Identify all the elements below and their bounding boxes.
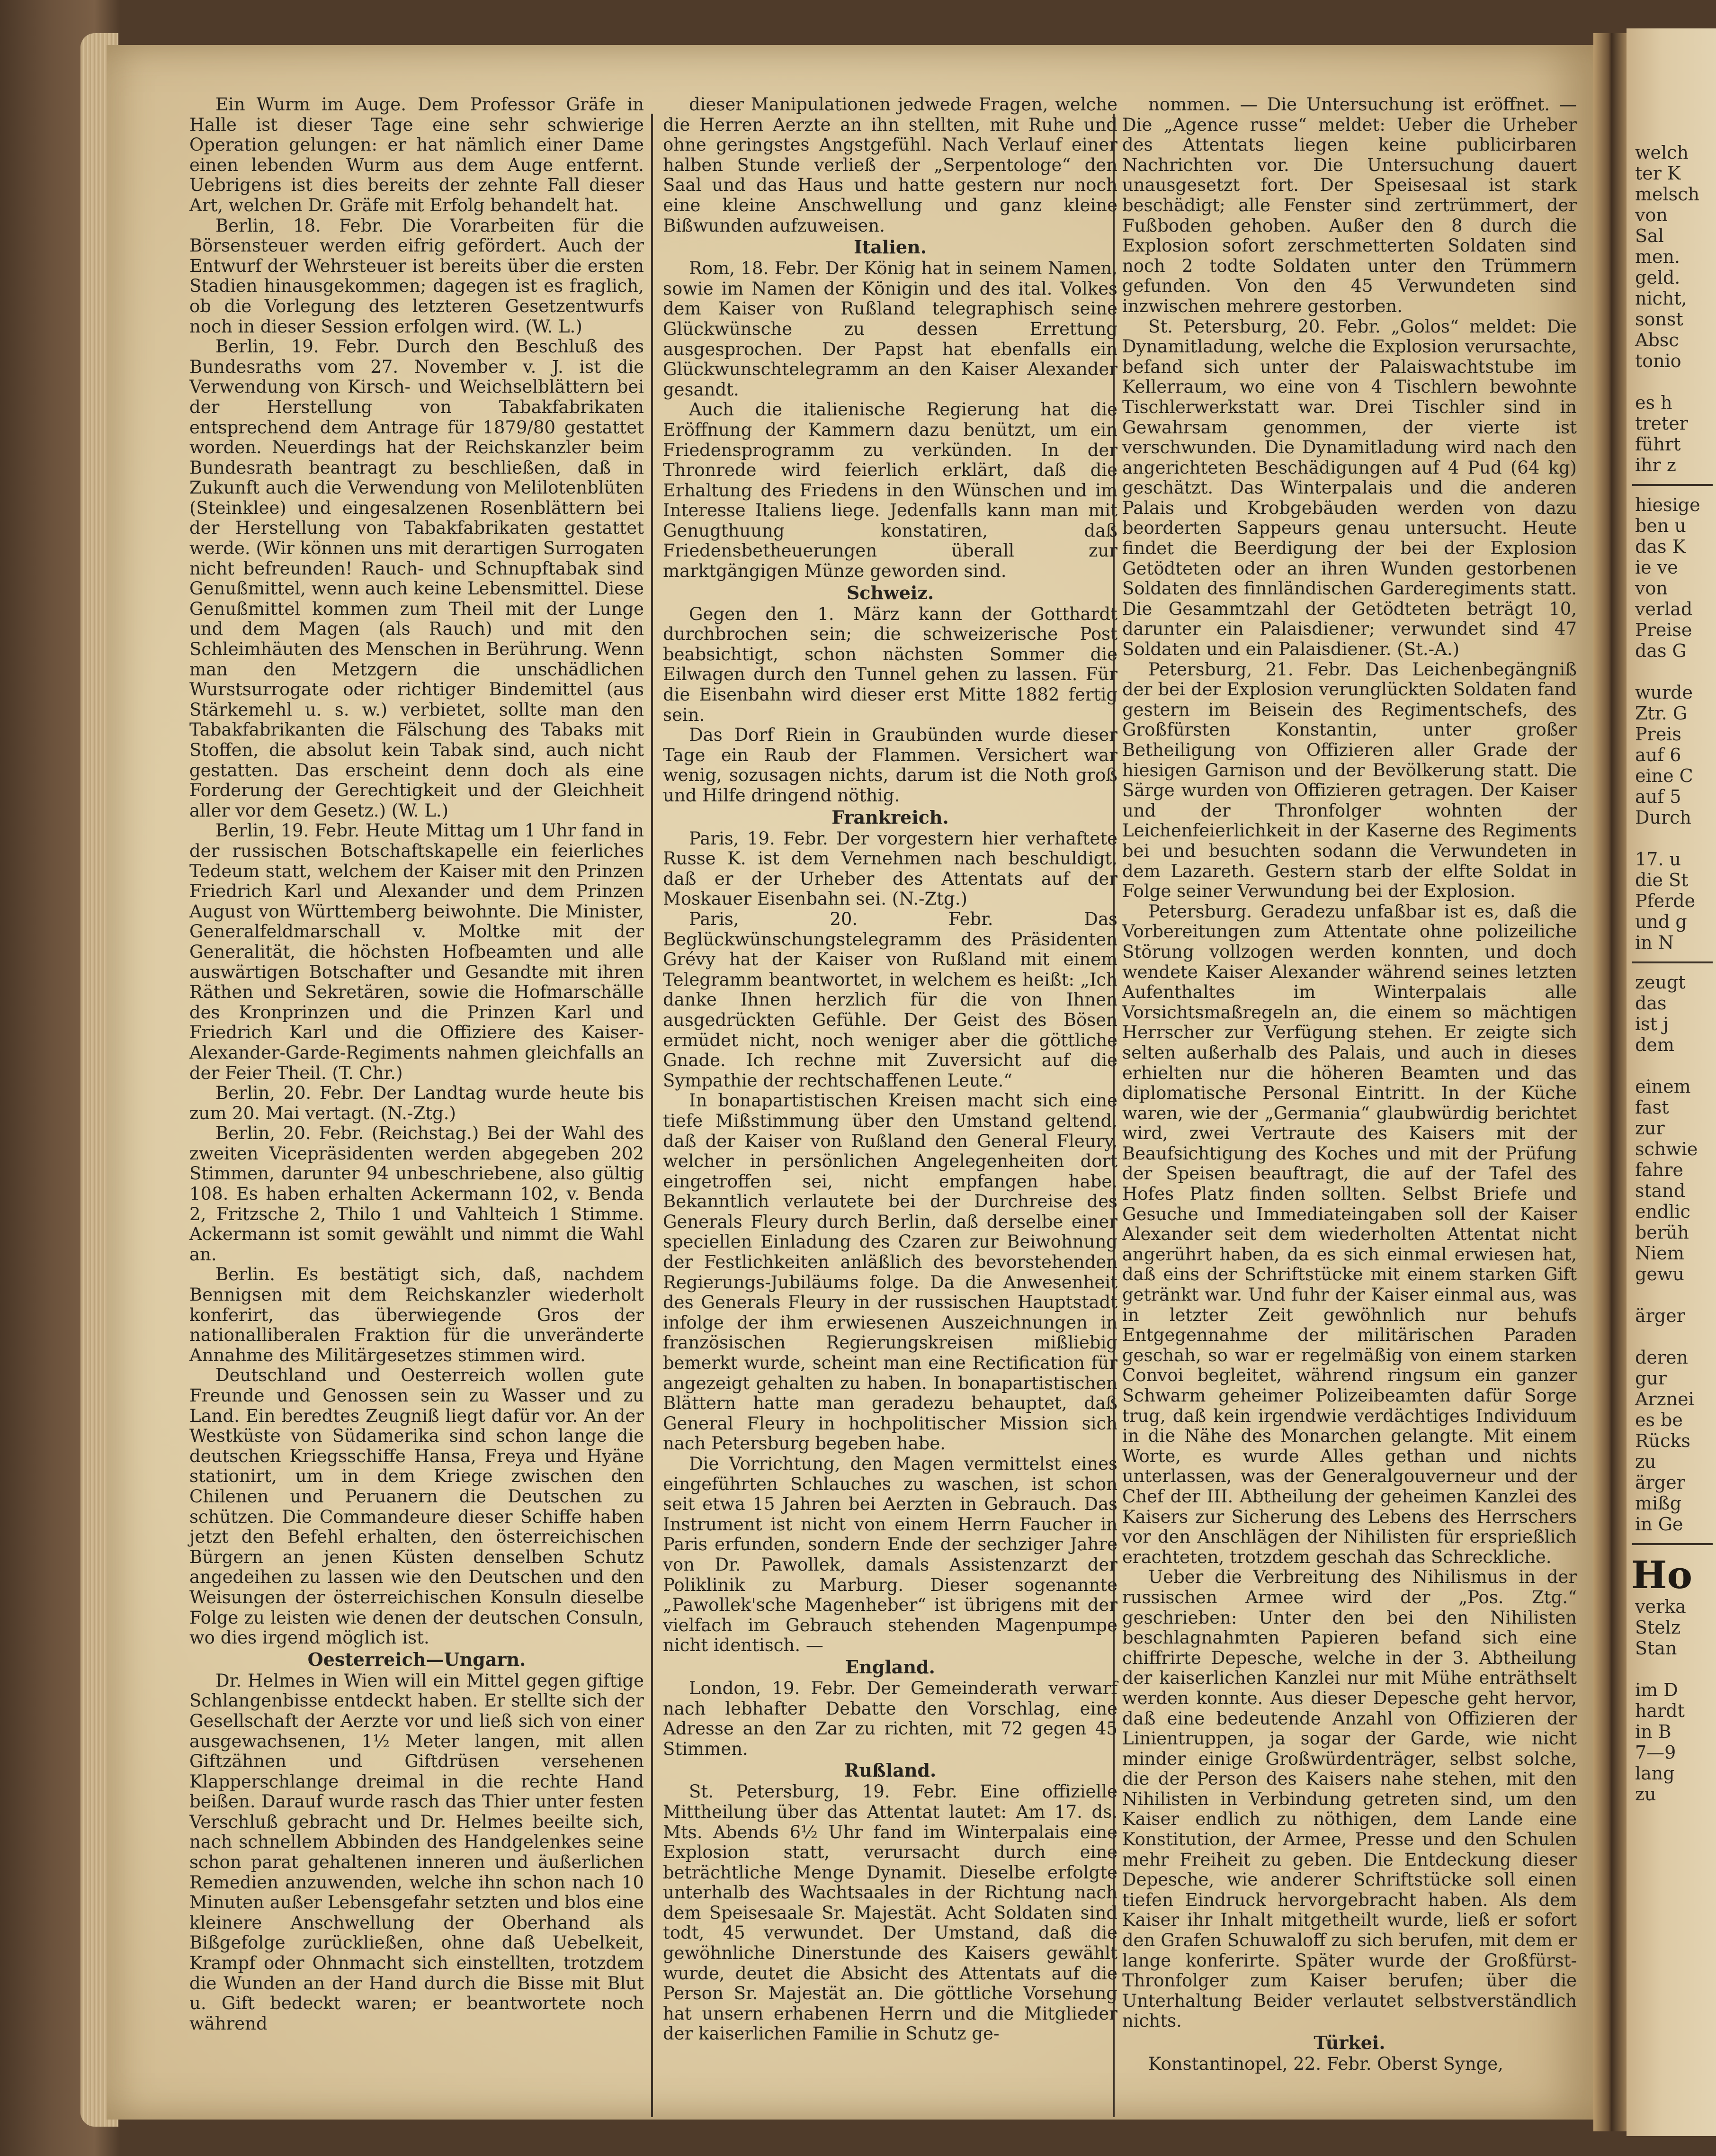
edge-text-line: men. <box>1635 246 1680 267</box>
edge-text-line: das G <box>1635 640 1687 661</box>
section-heading-oesterreich-ungarn: Oesterreich—Ungarn. <box>307 1648 526 1670</box>
edge-text-line: Pferde <box>1635 890 1696 911</box>
edge-text-line: und g <box>1635 911 1687 932</box>
edge-text-line: hardt <box>1635 1700 1685 1721</box>
edge-text-line: geld. <box>1635 267 1680 288</box>
article-dorf-riein: Das Dorf Riein in Graubünden wurde dieser Tage ein Raub der Flammen. Versichert war wenig, sozusagen nichts, darum ist die Noth groß und Hilfe dringend nöthig. <box>663 725 1117 806</box>
edge-text-line: welch <box>1635 142 1689 163</box>
section-heading-frankreich: Frankreich. <box>831 806 949 828</box>
edge-text-line: eine C <box>1635 765 1693 786</box>
edge-text-line: Sal <box>1635 225 1664 246</box>
edge-text-line: verlad <box>1635 599 1693 620</box>
article-berlin-20-febr-landtag: Berlin, 20. Febr. Der Landtag wurde heute bis zum 20. Mai vertagt. (N.-Ztg.) <box>189 1083 644 1123</box>
edge-text-line: im D <box>1635 1680 1678 1700</box>
edge-text-line: treter <box>1635 413 1688 434</box>
article-italienische-regierung: Auch die italienische Regierung hat die Eröffnung der Kammern dazu benützt, um ein Friedensprogramm zu verkünden. In der Thronrede wird feierlich erklärt, daß die Erhaltung des Friedens in den Wünschen und im Interesse Italiens liege. Jedenfalls kann man mit Genugthuung konstatiren, daß Friedensbetheuerungen überall zur marktgängigen Münze geworden sind. <box>663 399 1117 582</box>
article-berlin-bennigsen: Berlin. Es bestätigt sich, daß, nachdem Bennigsen mit dem Reichskanzler wiederholt konferirt, das überwiegende Gros der nationalliberalen Fraktion für die unveränderte Annahme des Militärgesetzes stimmen wird. <box>189 1264 644 1365</box>
article-petersburg-21-febr: Petersburg, 21. Febr. Das Leichenbegängniß der bei der Explosion verunglückten Soldaten fand gestern im Beisein des Regimentschefs, des Großfürsten Konstantin, unter großer Betheiligung von Offizieren aller Grade der hiesigen Garnison und der Bevölkerung statt. Die Särge wurden von Offizieren getragen. Der Kaiser und der Thronfolger wohnten der Leichenfeierlichkeit in der Kaserne des Regiments bei und besuchten sodann die Verwundeten in dem Lazareth. Gestern starb der elfte Soldat in Folge seiner Verwundung bei der Explosion. <box>1122 659 1577 902</box>
edge-text-line: endlic <box>1635 1201 1690 1222</box>
article-berlin-19-febr-tedeum: Berlin, 19. Febr. Heute Mittag um 1 Uhr fand in der russischen Botschaftskapelle ein feierliches Tedeum statt, welchem der Kaiser mit den Prinzen Friedrich Karl und Alexander und dem Prinzen August von Württemberg beiwohnte. Die Minister, Generalfeldmarschall v. Moltke mit der Generalität, die höchsten Hofbeamten und alle auswärtigen Botschafter und Gesandte mit ihren Räthen und Sekretären, sowie die Hofmarschälle des Kronprinzen und die Prinzen Karl und Friedrich Karl und die Offiziere des Kaiser-Alexander-Garde-Regiments nahmen gleichfalls an der Feier Theil. (T. Chr.) <box>189 820 644 1083</box>
edge-text-line: fahre <box>1635 1159 1683 1180</box>
edge-text-line <box>1627 1055 1716 1076</box>
edge-text-line: Durch <box>1635 807 1691 828</box>
edge-text-line: sonst <box>1635 309 1683 330</box>
edge-text-line: Stan <box>1635 1638 1677 1659</box>
edge-text-line: gur <box>1635 1368 1667 1389</box>
edge-text-line: von <box>1635 578 1668 599</box>
edge-text-line: die St <box>1635 870 1689 890</box>
edge-text-line: berüh <box>1635 1222 1689 1243</box>
edge-text-line: Preis <box>1635 724 1681 745</box>
edge-text-line: in N <box>1635 932 1674 953</box>
edge-text-line: 17. u <box>1635 849 1681 870</box>
edge-text-line: von <box>1635 205 1668 225</box>
book-gutter <box>1593 33 1627 2131</box>
edge-text-line <box>1627 1659 1716 1680</box>
edge-text-line: Stelz <box>1635 1617 1680 1638</box>
article-berlin-18-febr: Berlin, 18. Febr. Die Vorarbeiten für die Börsensteuer werden eifrig gefördert. Auch der Entwurf der Wehrsteuer ist bereits über die ersten Stadien hinausgekommen; dagegen ist es fraglich, ob die Vorlegung des letzteren Gesetzentwurfs noch in dieser Session erfolgen wird. (W. L.) <box>189 215 644 337</box>
edge-text-line: hiesige <box>1635 494 1700 515</box>
edge-text-line: Niem <box>1635 1243 1684 1264</box>
article-gotthardt: Gegen den 1. März kann der Gotthardt durchbrochen sein; die schweizerische Post beabsichtigt, schon nächsten Sommer die Eilwagen durch den Tunnel gehen zu lassen. Für die Eisenbahn wird dieser erst Mitte 1882 fertig sein. <box>663 603 1117 725</box>
edge-text-line: lang <box>1635 1763 1675 1784</box>
article-wurm-im-auge: Ein Wurm im Auge. Dem Professor Gräfe in Halle ist dieser Tage eine sehr schwierige Operation gelungen: er hat nämlich einer Dame einen lebenden Wurm aus dem Auge entfernt. Uebrigens ist dies bereits der zehnte Fall dieser Art, welchen Dr. Gräfe mit Erfolg behandelt hat. <box>189 94 644 216</box>
article-bonapartistische-kreise: In bonapartistischen Kreisen macht sich eine tiefe Mißstimmung über den Umstand geltend, daß der Kaiser von Rußland den General Fleury, welcher in persönlichen Angelegenheiten dort eingetroffen sei, nicht empfangen habe. Bekanntlich verlautete bei der Durchreise des Generals Fleury durch Berlin, daß derselbe einer speciellen Einladung des Czaren zur Beiwohnung der Festlichkeiten anläßlich des bevorstehenden Regierungs-Jubiläums folge. Da die Anwesenheit des Generals Fleury in der russischen Hauptstadt infolge der ihm erwiesenen Auszeichnungen in französischen Regierungskreisen mißliebig bemerkt wurde, scheint man eine Rectification für angezeigt gehalten zu haben. In bonapartistischen Blättern hatte man geradezu behauptet, daß General Fleury in hochpolitischer Mission sich nach Petersburg begeben habe. <box>663 1090 1117 1454</box>
section-heading-italien: Italien. <box>854 236 927 258</box>
edge-text-block-c <box>1627 972 1716 1535</box>
edge-text-line: melsch <box>1635 184 1699 205</box>
edge-text-line: zu <box>1635 1784 1656 1805</box>
edge-text-line: es h <box>1635 392 1672 413</box>
article-column-1 <box>189 95 644 2131</box>
article-column-3 <box>1122 95 1577 2131</box>
edge-text-line: nicht, <box>1635 288 1687 309</box>
edge-text-line: ist j <box>1635 1014 1669 1034</box>
article-berlin-19-febr-tabak: Berlin, 19. Febr. Durch den Beschluß des Bundesraths vom 27. November v. J. ist die Verwendung von Kirsch- und Weichselblättern bei der Herstellung von Tabakfabrikaten entsprechend dem Antrage für 1879/80 gestattet worden. Neuerdings hat der Reichskanzler beim Bundesrath beantragt zu beschließen, daß in Zukunft auch die Verwendung von Melilotenblüten (Steinklee) und eingesalzenen Rosenblättern bei der Herstellung von Tabakfabrikaten gestattet werde. (Wir können uns mit derartigen Surrogaten nicht befreunden! Rauch- und Schnupftabak sind Genußmittel, wenn auch keine Lebensmittel. Diese Genußmittel kommen zum Theil mit der Lunge und dem Magen (als Rauch) und mit den Schleimhäuten des Menschen in Berührung. Wenn man den Metzgern die unschädlichen Wurstsurrogate oder richtiger Bindemittel (aus Stärkemehl u. s. w.) verbietet, sollte man den Tabakfabrikanten die Fälschung des Tabaks mit Stoffen, die absolut kein Tabak sind, auch nicht gestatten. Das erscheint denn doch als eine Forderung der Gerechtigkeit und der Gleichheit aller vor dem Gesetz.) (W. L.) <box>189 336 644 821</box>
section-heading-tuerkei: Türkei. <box>1314 2032 1385 2053</box>
article-deutschland-oesterreich: Deutschland und Oesterreich wollen gute Freunde und Genossen sein zu Wasser und zu Land. Ein beredtes Zeugniß liegt dafür vor. An der Westküste von Südamerika sind schon lange die deutschen Kriegsschiffe Hansa, Freya und Hyäne stationirt, um in dem Kriege zwischen den Chilenen und Peruanern die Deutschen zu schützen. Die Commandeure dieser Schiffe haben jetzt den Befehl erhalten, den österreichischen Bürgern an jenen Küsten denselben Schutz angedeihen zu lassen wie den Deutschen und den Weisungen der österreichischen Konsuln dieselbe Folge zu leisten wie denen der deutschen Consuln, wo dies irgend möglich ist. <box>189 1365 644 1648</box>
edge-text-line: Arznei <box>1635 1389 1694 1410</box>
article-magenheber: Die Vorrichtung, den Magen vermittelst eines eingeführten Schlauches zu waschen, ist schon seit etwa 15 Jahren bei Aerzten in Gebrauch. Das Instrument ist nicht von einem Herrn Faucher in Paris erfunden, sondern Ende der sechziger Jahre von Dr. Pawollek, damals Assistenzarzt der Poliklinik zu Marburg. Dieser sogenannte „Pawollek'sche Magenheber“ ist übrigens mit der vielfach im Gebrauch stehenden Magenpumpe nicht identisch. — <box>663 1454 1117 1656</box>
column-rule <box>651 114 653 2117</box>
edge-text-line: dem <box>1635 1034 1674 1055</box>
article-petersburg-vorsicht: Petersburg. Geradezu unfaßbar ist es, daß die Vorbereitungen zum Attentate ohne polizeiliche Störung vollzogen werden konnten, und doch wendete Kaiser Alexander während seines letzten Aufenthaltes im Winterpalais alle Vorsichtsmaßregeln an, die einem so mächtigen Herrscher zur Verfügung stehen. Er zeigte sich selten außerhalb des Palais, und auch in dieses erhielten nur die höheren Beamten und das diplomatische Personal Eintritt. In der Küche waren, wie der „Germania“ glaubwürdig berichtet wird, zwei Vertraute des Kaisers mit der Beaufsichtigung des Koches und mit der Prüfung der Speisen beauftragt, die auf der Tafel des Hofes Platz finden sollten. Selbst Briefe und Gesuche und Immediateingaben soll der Kaiser Alexander seit dem wiederholten Attentat nicht angerührt haben, da es sich einmal erwiesen hat, daß eins der Schriftstücke mit einem starken Gift getränkt war. Und fuhr der Kaiser einmal aus, was in letzter Zeit gewöhnlich nur behufs Entgegennahme der militärischen Paraden geschah, so war er regelmäßig von einem starken Convoi begleitet, während ringsum ein ganzer Schwarm geheimer Polizeibeamten dafür Sorge trug, daß kein irgendwie verdächtiges Individuum in die Nähe des Monarchen gelangte. Mit einem Worte, es wurde Alles gethan und nichts unterlassen, was der Generalgouverneur und der Chef der III. Abtheilung der geheimen Kanzlei des Kaisers zur Sicherung des Lebens des Herrschers vor den Anschlägen der Nihilisten für ersprießlich erachteten, trotzdem geschah das Schreckliche. <box>1122 901 1577 1567</box>
edge-text-line: Rücks <box>1635 1430 1690 1451</box>
edge-text-line: tonio <box>1635 350 1681 371</box>
edge-text-line: auf 5 <box>1635 786 1681 807</box>
edge-text-line: stand <box>1635 1180 1686 1201</box>
edge-text-block-b <box>1627 494 1716 953</box>
edge-text-line: das K <box>1635 536 1686 557</box>
article-london-19-febr: London, 19. Febr. Der Gemeinderath verwarf nach lebhafter Debatte den Vorschlag, eine Adresse an den Zar zu richten, mit 72 gegen 45 Stimmen. <box>663 1678 1117 1759</box>
edge-text-line: 7—9 <box>1635 1742 1676 1763</box>
edge-text-line: das <box>1635 993 1667 1014</box>
edge-text-line <box>1627 1326 1716 1347</box>
edge-text-line: ter K <box>1635 163 1681 184</box>
section-heading-russland: Rußland. <box>844 1760 937 1781</box>
edge-heading: Ho <box>1631 1553 1692 1597</box>
edge-text-line: mißg <box>1635 1493 1681 1514</box>
edge-text-line: gewu <box>1635 1264 1684 1285</box>
edge-rule <box>1632 961 1713 963</box>
edge-text-line <box>1627 828 1716 849</box>
article-column-2 <box>663 95 1117 2131</box>
edge-text-line: ben u <box>1635 515 1686 536</box>
edge-text-line: wurde <box>1635 682 1693 703</box>
article-st-petersburg-20-febr: St. Petersburg, 20. Febr. „Golos“ meldet: Die Dynamitladung, welche die Explosion verursachte, befand sich unter der Palaiswachtstube im Kellerraum, wo eine von 4 Tischlern bewohnte Tischlerwerkstatt war. Drei Tischler sind in Gewahrsam genommen, der vierte ist verschwunden. Die Dynamitladung wird nach den angerichteten Beschädigungen auf 4 Pud (64 kg) geschätzt. Das Winterpalais und die anderen Palais und Krobgebäuden werden von dazu beorderten Sappeurs genau untersucht. Heute findet die Beerdigung der bei der Explosion Getödteten oder an ihren Wunden gestorbenen Soldaten des finnländischen Garderegiments statt. Die Gesammtzahl der Getödteten beträgt 10, darunter ein Palaisdiener; verwundet sind 47 Soldaten und ein Palaisdiener. (St.-A.) <box>1122 316 1577 660</box>
article-helmes-continued: dieser Manipulationen jedwede Fragen, welche die Herren Aerzte an ihn stellten, mit Ruhe und ohne geringstes Angstgefühl. Nach Verlauf einer halben Stunde verließ der „Serpentologe“ den Saal und das Haus und hatte gestern nur noch eine kleine Anschwellung und ganz kleine Bißwunden aufzuweisen. <box>663 94 1117 236</box>
article-paris-20-febr: Paris, 20. Febr. Das Beglückwünschungstelegramm des Präsidenten Grévy hat der Kaiser von Rußland mit einem Telegramm beantwortet, in welchem es heißt: „Ich danke Ihnen herzlich für die von Ihnen ausgedrückten Gefühle. Der Geist des Bösen ermüdet nicht, noch weniger aber die göttliche Gnade. Ich rechne mit Zuversicht auf die Sympathie der rechtschaffenen Leute.“ <box>663 908 1117 1091</box>
edge-text-line: in Ge <box>1635 1514 1683 1535</box>
edge-rule <box>1632 484 1713 486</box>
edge-text-line <box>1627 661 1716 682</box>
edge-text-line: es be <box>1635 1410 1683 1430</box>
article-st-petersburg-19-febr: St. Petersburg, 19. Febr. Eine offizielle Mittheilung über das Attentat lautet: Am 17. ds. Mts. Abends 6½ Uhr fand im Winterpalais eine Explosion statt, verursacht durch eine beträchtliche Menge Dynamit. Dieselbe erfolgte unterhalb des Wachtsaales in der Richtung nach dem Speisesaale Sr. Majestät. Acht Soldaten sind todt, 45 verwundet. Der Umstand, daß die gewöhnliche Dinerstunde des Kaisers gewählt wurde, deutet die Absicht des Attentats auf die Person Sr. Majestät an. Die göttliche Vorsehung hat unsern erhabenen Herrn und die Mitglieder der kaiserlichen Familie in Schutz ge- <box>663 1781 1117 2044</box>
article-paris-19-febr: Paris, 19. Febr. Der vorgestern hier verhaftete Russe K. ist dem Vernehmen nach beschuldigt, daß er der Urheber des Attentats auf der Moskauer Eisenbahn sei. (N.-Ztg.) <box>663 828 1117 909</box>
edge-text-line <box>1627 371 1716 392</box>
edge-text-line: deren <box>1635 1347 1688 1368</box>
edge-text-line: in B <box>1635 1721 1671 1742</box>
edge-text-line: führt <box>1635 434 1681 455</box>
article-rom-18-febr: Rom, 18. Febr. Der König hat in seinem Namen, sowie im Namen der Königin und des ital. Volkes dem Kaiser von Rußland telegraphisch seine Glückwünsche zu dessen Errettung ausgesprochen. Der Papst hat ebenfalls ein Glückwunschtelegramm an den Kaiser Alexander gesandt. <box>663 258 1117 400</box>
edge-text-line: schwie <box>1635 1139 1698 1159</box>
edge-text-line: auf 6 <box>1635 745 1681 765</box>
edge-text-line: ärger <box>1635 1472 1685 1493</box>
edge-text-block-a <box>1627 142 1716 476</box>
article-untersuchung: nommen. — Die Untersuchung ist eröffnet. — Die „Agence russe“ meldet: Ueber die Urheber des Attentats liegen keine publicirbaren Nachrichten vor. Die Untersuchung dauert unausgesetzt fort. Der Speisesaal ist stark beschädigt; alle Fenster sind zertrümmert, der Fußboden gehoben. Außer den 8 durch die Explosion sofort zerschmetterten Soldaten sind noch 2 todte Soldaten unter den Trümmern gefunden. Von den 45 Verwundeten sind inzwischen mehrere gestorben. <box>1122 94 1577 316</box>
edge-text-line: ie ve <box>1635 557 1678 578</box>
edge-text-line: Absc <box>1635 330 1679 350</box>
edge-text-line: zu <box>1635 1451 1656 1472</box>
article-nihilismus-armee: Ueber die Verbreitung des Nihilismus in der russischen Armee wird der „Pos. Ztg.“ geschrieben: Unter den bei den Nihilisten beschlagnahmten Papieren befand sich eine chiffrirte Depesche, welche in der 3. Abtheilung der kaiserlichen Kanzlei nur mit Mühe enträthselt werden konnte. Aus dieser Depesche geht hervor, daß eine bedeutende Anzahl von Offizieren der Linientruppen, ja sogar der Garde, wie nicht minder einige Großwürdenträger, selbst solche, die der Person des Kaisers nahe stehen, mit den Nihilisten in Verbindung getreten sind, um den Kaiser endlich zu nöthigen, dem Lande eine Konstitution, der Armee, Presse und den Schulen mehr Freiheit zu geben. Die Entdeckung dieser Depesche, wie anderer Schriftstücke soll einen tiefen Eindruck hervorgebracht haben. Als dem Kaiser ihr Inhalt mitgetheilt wurde, ließ er sofort den Grafen Schuwaloff zu sich berufen, mit dem er lange konferirte. Später wurde der Großfürst-Thronfolger zum Kaiser berufen; über die Unterhaltung Beider verlautet selbstverständlich nichts. <box>1122 1567 1577 2031</box>
article-dr-helmes: Dr. Helmes in Wien will ein Mittel gegen giftige Schlangenbisse entdeckt haben. Er stellte sich der Gesellschaft der Aerzte vor und ließ sich von einer ausgewachsenen, 1½ Meter langen, mit allen Giftzähnen und Giftdrüsen versehenen Klapperschlange dreimal in die rechte Hand beißen. Darauf wurde rasch das Thier unter festen Verschluß gebracht und Dr. Helmes beeilte sich, nach schnellem Abbinden des Handgelenkes seine schon parat gehaltenen inneren und äußerlichen Remedien anzuwenden, welche ihn schon nach 10 Minuten außer Lebensgefahr setzten und blos eine kleinere Anschwellung der Oberhand als Bißgefolge zurückließen, ohne daß Uebelkeit, Krampf oder Ohnmacht sich einstellten, trotzdem die Wunden an der Hand durch die Bisse mit Blut u. Gift bedeckt waren; er beantwortete noch während <box>189 1670 644 2034</box>
article-konstantinopel: Konstantinopel, 22. Febr. Oberst Synge, <box>1148 2054 1503 2074</box>
section-heading-schweiz: Schweiz. <box>846 582 934 603</box>
edge-text-line: einem <box>1635 1076 1691 1097</box>
edge-text-line: zeugt <box>1635 972 1686 993</box>
section-heading-england: England. <box>845 1656 935 1678</box>
edge-text-block-d <box>1627 1596 1716 1805</box>
article-berlin-20-febr-reichstag: Berlin, 20. Febr. (Reichstag.) Bei der Wahl des zweiten Vicepräsidenten werden abgegeben 202 Stimmen, darunter 94 unbeschriebene, also gültig 108. Es haben erhalten Ackermann 102, v. Benda 2, Fritzsche 2, Thilo 1 und Vahlteich 1 Stimme. Ackermann ist somit gewählt und nimmt die Wahl an. <box>189 1123 644 1265</box>
edge-text-line <box>1627 1285 1716 1305</box>
edge-text-line: ärger <box>1635 1305 1685 1326</box>
edge-rule <box>1632 1543 1713 1545</box>
next-page-edge <box>1627 28 1716 2136</box>
edge-text-line: fast <box>1635 1097 1669 1118</box>
edge-text-line: zur <box>1635 1118 1665 1139</box>
edge-text-line: verka <box>1635 1596 1686 1617</box>
edge-text-line: ihr z <box>1635 455 1676 476</box>
edge-text-line: Preise <box>1635 620 1692 640</box>
edge-text-line: Ztr. G <box>1635 703 1688 724</box>
